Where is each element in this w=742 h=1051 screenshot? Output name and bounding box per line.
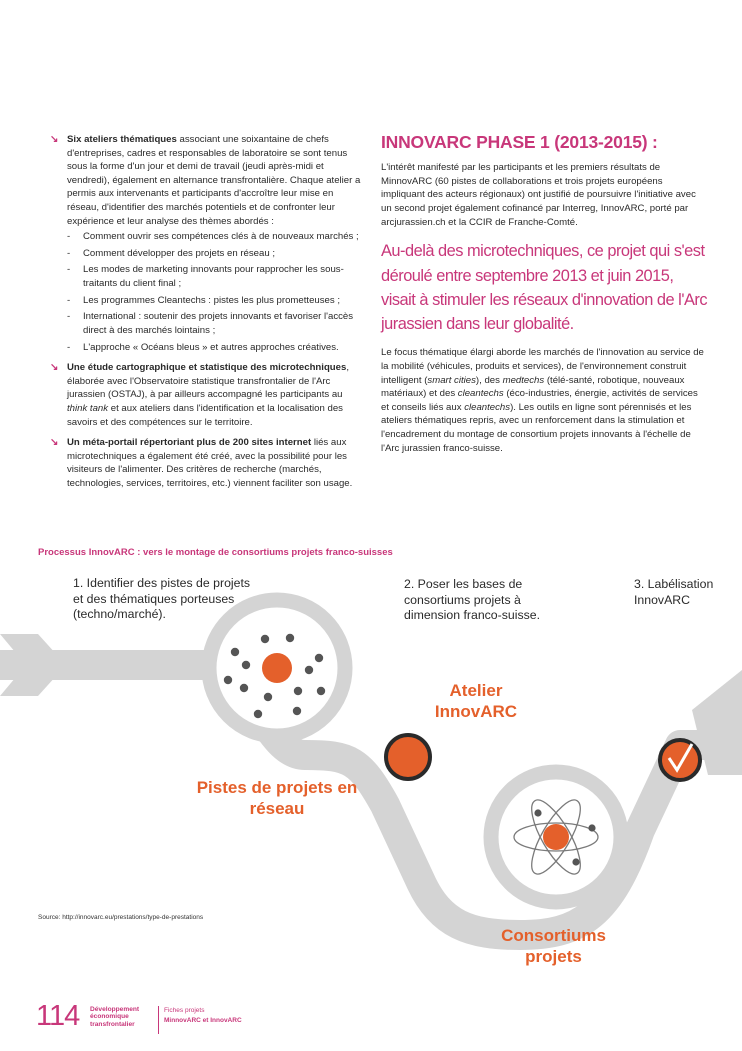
footer-subtitle: Fiches projets MinnovARC et InnovARC (164, 1007, 242, 1024)
intro-paragraph: L'intérêt manifesté par les participants et les premiers résultats de MinnovARC (60 pistes de collaborations et trois projets européens impliquant des acteurs régionaux) ont justifié de poursuivre l'initiative avec un second projet également cofinancé par Interreg, InnovARC, porté par arcjurassien.ch et la CCIR de Franche-Comté. (381, 162, 696, 228)
center-dot (262, 653, 292, 683)
left-column (50, 133, 363, 498)
list-item: - L'approche « Océans bleus » et autres approches créatives. (67, 341, 363, 355)
label-atelier: Atelier InnovARC (434, 681, 518, 722)
source-note: Source: http://innovarc.eu/prestations/type-de-prestations (38, 914, 204, 921)
list-item: - Comment ouvrir ses compétences clés à de nouveaux marchés ; (67, 230, 363, 244)
atelier-dot-icon (386, 735, 430, 779)
label-consortiums: Consortiums projets (501, 926, 606, 967)
focus-paragraph: Le focus thématique élargi aborde les marchés de l'innovation au service de la mobilité (véhicules, produits et services), de l'environnement construit intelligent (smart cities), des medtechs (télé-santé, robotique, nouveaux matériaux) et des cleantechs (éco-industries, énergie, activités de services et conseils liés aux cleantechs). Les outils en ligne sont pérennisés et les ateliers thématiques repris, avec un renforcement dans la stimulation et l'encadrement du montage de consortium projets innovants à l'échelle de l'Arc jurassien franco-suisse. (381, 347, 704, 454)
label-pistes: Pistes de projets en réseau (196, 778, 358, 819)
bullet-etude: ↘ Une étude cartographique et statistique des microtechniques, élaborée avec l'Observatoire statistique transfrontalier de l'Arc jurassien (OSTAJ), à par ailleurs accompagné les participants au think tank et aux ateliers dans l'identification et la localisation des savoirs et des compétences sur le territoire. (50, 362, 350, 428)
bullet-ateliers: ↘ Six ateliers thématiques associant une soixantaine de chefs d'entreprises, cadres et responsables de laboratoire se sont tenus sous la forme d'un jour et demi de travail (jeudi après-midi et vendredi), également en alternance transfrontalière. Chaque atelier a permis aux intervenants et participants d'accroître leur mise en réseau, d'identifier des marchés potentiels et de confronter leur expérience et leur analyse des thèmes abordés : - Comment ouvrir ses compétences clés à de nouveaux marchés ; - Comment développer des projets en réseau ; - Les modes de marketing innovants pour rapprocher les sous-traitants du client final ; - Les programmes Cleantechs : pistes les plus prometteuses ; - International : soutenir des projets innovants et favoriser l'accès direct à des marchés lointains ; - L'approche « Océans bleus » et autres approches créatives. (50, 133, 363, 354)
footer-divider (158, 1006, 159, 1034)
list-item: - Les modes de marketing innovants pour rapprocher les sous-traitants du client final ; (67, 263, 363, 290)
step-1-text: 1. Identifier des pistes de projets et des thématiques porteuses (techno/marché). (73, 576, 251, 622)
step-2-text: 2. Poser les bases de consortiums projets à dimension franco-suisse. (404, 577, 541, 623)
process-title: Processus InnovARC : vers le montage de consortiums projets franco-suisses (38, 547, 393, 558)
bullet-portail: ↘ Un méta-portail répertoriant plus de 200 sites internet liés aux microtechniques a également été créé, avec la possibilité pour les visiteurs de l'alimenter. Des critères de recherche (marchés, technologies, services, territoires, etc.) viennent faciliter son usage. (50, 437, 353, 490)
arrow-bullet-icon: ↘ (50, 437, 59, 449)
right-column (381, 133, 708, 465)
page-number: 114 (36, 1000, 80, 1032)
list-item: - Les programmes Cleantechs : pistes les plus prometteuses ; (67, 294, 363, 308)
arrow-bullet-icon: ↘ (50, 134, 59, 145)
flow-band (0, 665, 742, 935)
pull-quote: Au-delà des microtechniques, ce projet qui s'est déroulé entre septembre 2013 et juin 2015, visait à stimuler les réseaux d'innovation de l'Arc jurassien dans leur globalité. (381, 242, 708, 334)
arrow-bullet-icon: ↘ (50, 362, 59, 374)
atelier-topic-list (67, 230, 363, 354)
list-item: - Comment développer des projets en réseau ; (67, 247, 363, 261)
label-check-icon (660, 740, 700, 780)
footer-section-title: Développement économique transfrontalier (90, 1006, 140, 1028)
list-item: - International : soutenir des projets innovants et favoriser l'accès direct à des marchés lointains ; (67, 310, 363, 337)
step-3-text: 3. Labélisation InnovARC (634, 577, 714, 607)
section-title: INNOVARC PHASE 1 (2013-2015) : (381, 132, 658, 152)
